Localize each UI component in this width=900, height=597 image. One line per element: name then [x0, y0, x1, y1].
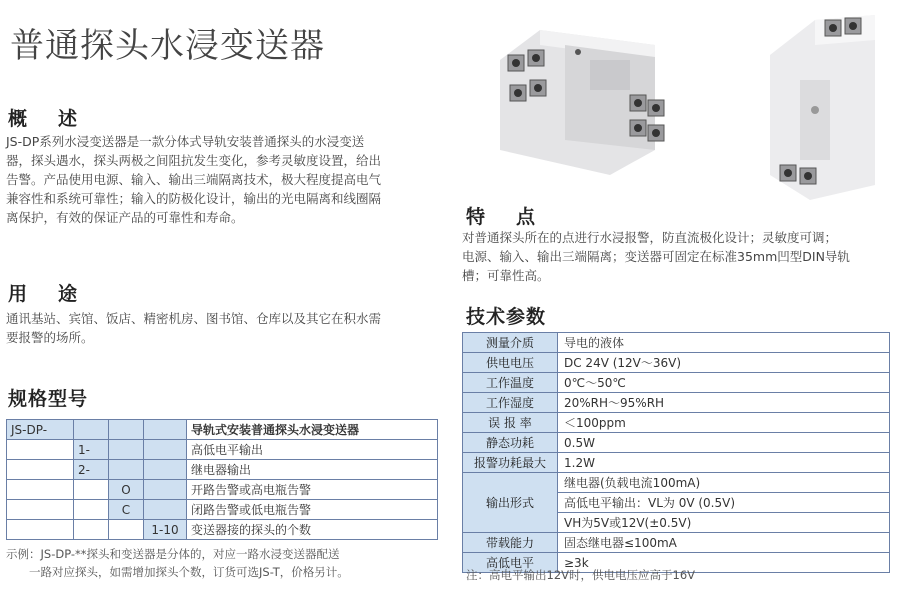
- model-cell: [144, 460, 187, 480]
- model-cell: [109, 420, 144, 440]
- spec-value: 0.5W: [558, 433, 890, 453]
- model-code: JS-DP-: [7, 420, 74, 440]
- spec-value: ＜100ppm: [558, 413, 890, 433]
- spec-value: 1.2W: [558, 453, 890, 473]
- model-cell: [7, 500, 74, 520]
- table-row: [7, 480, 438, 500]
- usage-text: [6, 309, 446, 347]
- spec-key: 测量介质: [463, 333, 558, 353]
- specs-heading: 技术参数: [466, 306, 547, 328]
- overview-text: [6, 132, 446, 227]
- transmitter-module-image: [500, 30, 664, 175]
- spec-value: ≥3k: [558, 553, 890, 573]
- features-line: 槽；可靠性高。: [462, 268, 550, 283]
- model-cell: [7, 480, 74, 500]
- spec-key: 输出形式: [463, 473, 558, 533]
- features-line: 对普通探头所在的点进行水浸报警，防直流极化设计；灵敏度可调；: [462, 230, 838, 245]
- specs-note: 注：高电平输出12V时，供电电压应高于16V: [466, 568, 695, 582]
- model-cell: [144, 500, 187, 520]
- table-row: [463, 533, 890, 553]
- overview-line: 器，探头遇水，探头两极之间阻抗发生变化，参考灵敏度设置，给出: [6, 153, 382, 168]
- spec-key: 静态功耗: [463, 433, 558, 453]
- model-cell: [74, 520, 109, 540]
- model-desc: 闭路告警或低电瓶告警: [187, 500, 438, 520]
- table-row: [463, 393, 890, 413]
- model-cell: [74, 500, 109, 520]
- spec-key: 供电电压: [463, 353, 558, 373]
- spec-key: 误 报 率: [463, 413, 558, 433]
- overview-line: 兼容性和系统可靠性；输入的防极化设计，输出的光电隔离和线圈隔: [6, 191, 382, 206]
- model-desc: 开路告警或高电瓶告警: [187, 480, 438, 500]
- model-cell: [7, 520, 74, 540]
- model-desc: 导轨式安装普通探头水浸变送器: [187, 420, 438, 440]
- model-cell: [144, 480, 187, 500]
- spec-key: 高低电平: [463, 553, 558, 573]
- model-desc: 变送器接的探头的个数: [187, 520, 438, 540]
- model-heading: 规格型号: [8, 388, 89, 410]
- model-desc: 高低电平输出: [187, 440, 438, 460]
- spec-value: 导电的液体: [558, 333, 890, 353]
- product-photo: [480, 0, 900, 205]
- table-row: [7, 520, 438, 540]
- spec-value: 高低电平输出：VL为 0V (0.5V): [558, 493, 890, 513]
- model-desc: 继电器输出: [187, 460, 438, 480]
- features-heading: 特 点: [466, 206, 542, 228]
- table-row: [463, 353, 890, 373]
- table-row: [7, 420, 438, 440]
- spec-value: VH为5V或12V(±0.5V): [558, 513, 890, 533]
- model-code: 2-: [74, 460, 109, 480]
- usage-line: 通讯基站、宾馆、饭店、精密机房、图书馆、仓库以及其它在积水需: [6, 311, 382, 326]
- spec-value: 继电器(负载电流100mA): [558, 473, 890, 493]
- model-cell: [144, 440, 187, 460]
- table-row: [463, 453, 890, 473]
- model-code: O: [109, 480, 144, 500]
- din-rail-base-image: [770, 15, 875, 200]
- specs-table: [462, 332, 890, 573]
- spec-key: 报警功耗最大: [463, 453, 558, 473]
- model-table: [6, 419, 438, 540]
- table-row: [463, 433, 890, 453]
- spec-key: 带载能力: [463, 533, 558, 553]
- usage-heading: 用 途: [8, 283, 84, 305]
- table-row: [7, 440, 438, 460]
- table-row: [463, 373, 890, 393]
- table-row: [463, 333, 890, 353]
- model-cell: [7, 460, 74, 480]
- page-title: 普通探头水浸变送器: [10, 26, 325, 66]
- model-cell: [74, 420, 109, 440]
- spec-value: 0℃～50℃: [558, 373, 890, 393]
- model-example: [6, 545, 451, 581]
- table-row: [463, 473, 890, 493]
- spec-value: 20%RH～95%RH: [558, 393, 890, 413]
- table-row: [7, 460, 438, 480]
- model-cell: [74, 480, 109, 500]
- example-line: 一路对应探头，如需增加探头个数，订货可选JS-T，价格另计。: [6, 565, 349, 579]
- overview-heading: 概 述: [8, 108, 84, 130]
- usage-line: 要报警的场所。: [6, 330, 94, 345]
- table-row: [463, 413, 890, 433]
- spec-value: 固态继电器≤100mA: [558, 533, 890, 553]
- spec-key: 工作湿度: [463, 393, 558, 413]
- table-row: [7, 500, 438, 520]
- example-line: 示例：JS-DP-**探头和变送器是分体的，对应一路水浸变送器配送: [6, 547, 340, 561]
- features-text: [462, 228, 897, 285]
- overview-line: 离保护，有效的保证产品的可靠性和寿命。: [6, 210, 244, 225]
- model-cell: [109, 460, 144, 480]
- overview-line: 告警。产品使用电源、输入、输出三端隔离技术，极大程度提高电气: [6, 172, 382, 187]
- model-cell: [109, 440, 144, 460]
- features-line: 电源、输入、输出三端隔离；变送器可固定在标准35mm凹型DIN导轨: [462, 249, 850, 264]
- model-code: C: [109, 500, 144, 520]
- spec-key: 工作温度: [463, 373, 558, 393]
- overview-line: JS-DP系列水浸变送器是一款分体式导轨安装普通探头的水浸变送: [6, 134, 365, 149]
- model-code: 1-: [74, 440, 109, 460]
- spec-value: DC 24V (12V～36V): [558, 353, 890, 373]
- model-code: 1-10: [144, 520, 187, 540]
- model-cell: [7, 440, 74, 460]
- model-cell: [109, 520, 144, 540]
- model-cell: [144, 420, 187, 440]
